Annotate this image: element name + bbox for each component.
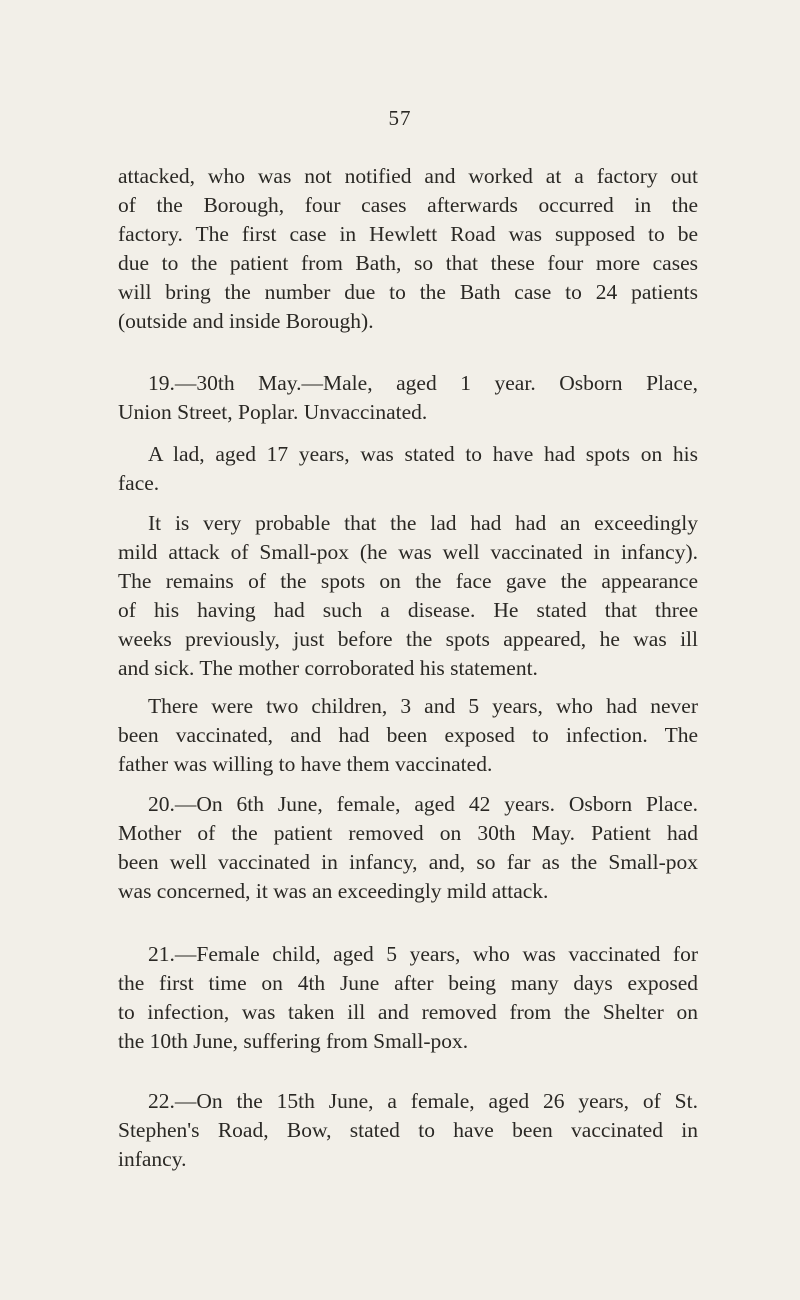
text-line: of the Borough, four cases afterwards occurred in the — [118, 193, 698, 217]
text-line: face. — [118, 471, 160, 495]
text-line: Mother of the patient removed on 30th May. Patient had — [118, 821, 698, 845]
text-line: father was willing to have them vaccinated. — [118, 752, 493, 776]
text-line: 19.—30th May.—Male, aged 1 year. Osborn Place, — [148, 371, 698, 395]
text-line: will bring the number due to the Bath case to 24 patients — [118, 280, 698, 304]
text-line: been well vaccinated in infancy, and, so far as the Small-pox — [118, 850, 698, 874]
text-line: 21.—Female child, aged 5 years, who was vaccinated for — [148, 942, 698, 966]
text-line: attacked, who was not notified and worked at a factory out — [118, 164, 698, 188]
text-line: Stephen's Road, Bow, stated to have been vaccinated in — [118, 1118, 698, 1142]
paragraph — [118, 440, 698, 498]
case-19-paragraph — [118, 369, 698, 427]
text-line: The remains of the spots on the face gave the appearance — [118, 569, 698, 593]
text-line: 22.—On the 15th June, a female, aged 26 years, of St. — [148, 1089, 698, 1113]
text-line: to infection, was taken ill and removed from the Shelter on — [118, 1000, 698, 1024]
text-line: the first time on 4th June after being many days exposed — [118, 971, 698, 995]
text-line: It is very probable that the lad had had an exceedingly — [148, 511, 698, 535]
text-line: 20.—On 6th June, female, aged 42 years. Osborn Place. — [148, 792, 698, 816]
text-line: was concerned, it was an exceedingly mild attack. — [118, 879, 549, 903]
page-number: 57 — [388, 106, 412, 130]
text-line: mild attack of Small-pox (he was well vaccinated in infancy). — [118, 540, 698, 564]
case-22-paragraph — [118, 1087, 698, 1174]
paragraph-continuation — [118, 162, 698, 336]
text-line: A lad, aged 17 years, was stated to have had spots on his — [148, 442, 698, 466]
text-line: been vaccinated, and had been exposed to infection. The — [118, 723, 698, 747]
text-line: and sick. The mother corroborated his statement. — [118, 656, 538, 680]
text-line: of his having had such a disease. He stated that three — [118, 598, 698, 622]
paragraph — [118, 509, 698, 683]
text-line: factory. The first case in Hewlett Road was supposed to be — [118, 222, 698, 246]
text-line: Union Street, Poplar. Unvaccinated. — [118, 400, 428, 424]
case-21-paragraph — [118, 940, 698, 1056]
text-line: due to the patient from Bath, so that these four more cases — [118, 251, 698, 275]
text-line: the 10th June, suffering from Small-pox. — [118, 1029, 469, 1053]
paragraph — [118, 692, 698, 779]
text-line: weeks previously, just before the spots appeared, he was ill — [118, 627, 698, 651]
text-line: (outside and inside Borough). — [118, 309, 374, 333]
text-line: There were two children, 3 and 5 years, who had never — [148, 694, 698, 718]
case-20-paragraph — [118, 790, 698, 906]
text-line: infancy. — [118, 1147, 187, 1171]
